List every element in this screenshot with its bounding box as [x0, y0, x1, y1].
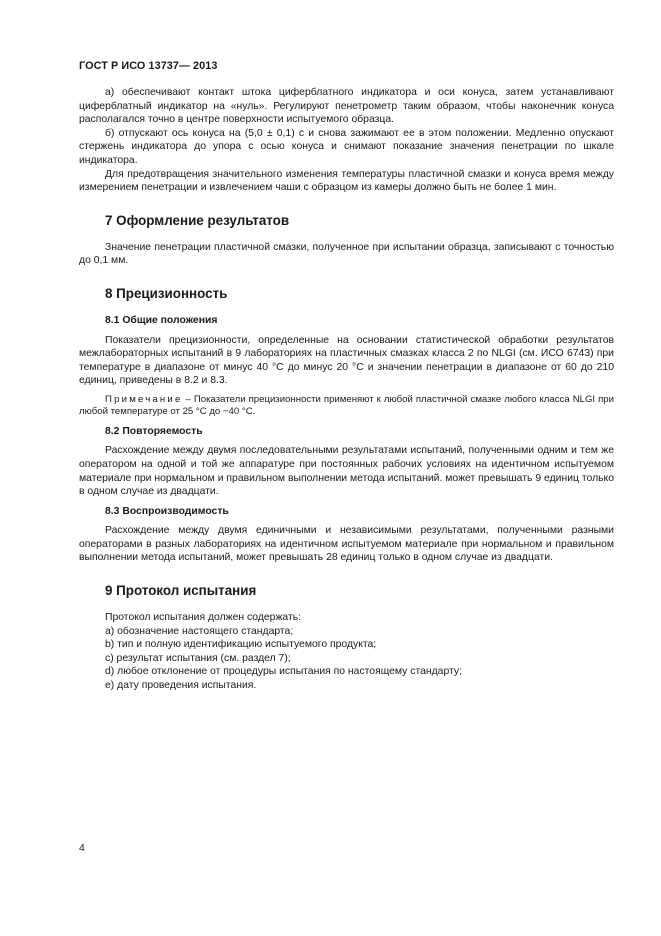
section-7-heading: 7 Оформление результатов — [105, 212, 290, 228]
section-8-3-paragraph: Расхождение между двумя единичными и независимыми результатами, полученными разными операторами в разных лабораториях на идентичном испытуемом материале при нормальном и правильном выполнении метода испытаний, может превышать 28 единиц только в одном случае из двадцати. — [79, 525, 614, 564]
list-item: е) дату проведения испытания. — [105, 680, 257, 692]
section-8-3-heading: 8.3 Воспроизводимость — [105, 505, 229, 517]
section-8-heading: 8 Прецизионность — [105, 285, 228, 301]
note-text: – Показатели прецизионности применяют к любой пластичной смазке любого класса NLGI при любой температуре от 25 °С до −40 °С. — [79, 393, 614, 418]
page-content — [79, 86, 614, 693]
section-8-1-note — [79, 394, 614, 419]
intro-paragraph-a: а) обеспечивают контакт штока циферблатного индикатора и оси конуса, затем устанавливают циферблатный индикатор на «нуль». Регулируют пенетрометр таким образом, чтобы наконечник конуса располагался точно в центре поверхности испытуемого образца. — [79, 87, 614, 126]
page-number: 4 — [79, 843, 85, 854]
intro-paragraph-b: б) отпускают ось конуса на (5,0 ± 0,1) с и снова зажимают ее в этом положении. Медленно опускают стержень индикатора до упора с осью конуса и снимают показание значения пенетрации по шкале индикатора. — [79, 127, 614, 166]
section-8-2-paragraph: Расхождение между двумя последовательными результатами испытаний, полученными одним и тем же оператором на одной и той же аппаратуре при постоянных рабочих условиях на идентичном испытуемом материале при нормальном и правильном выполнении метода испытаний. может превышать 9 единиц только в одном случае из двадцати. — [79, 445, 614, 498]
section-8-1-paragraph: Показатели прецизионности, определенные на основании статистической обработки результатов межлабораторных испытаний в 9 лабораториях на пластичных смазках класса 2 по NLGI (см. ИСО 6743) при температуре в диапазоне от минус 40 °С до минус 20 °С и значении пенетрации в диапазоне от 60 до 210 единиц, приведены в 8.2 и 8.3. — [79, 334, 614, 387]
list-item: а) обозначение настоящего стандарта; — [105, 625, 294, 637]
section-9-heading: 9 Протокол испытания — [105, 583, 257, 599]
section-9-intro: Протокол испытания должен содержать: — [105, 612, 302, 624]
section-8-2-heading: 8.2 Повторяемость — [105, 425, 203, 437]
section-7-paragraph: Значение пенетрации пластичной смазки, полученное при испытании образца, записывают с точностью до 0,1 мм. — [79, 241, 614, 267]
note-label: Примечание — [105, 393, 183, 405]
standard-header: ГОСТ Р ИСО 13737— 2013 — [79, 60, 218, 72]
section-8-1-heading: 8.1 Общие положения — [105, 314, 218, 326]
list-item: d) любое отклонение от процедуры испытания по настоящему стандарту; — [105, 666, 462, 678]
intro-paragraph-c: Для предотвращения значительного изменения температуры пластичной смазки и конуса время между измерением пенетрации и извлечением чаши с образцом из камеры должно быть не более 1 мин. — [79, 168, 614, 194]
list-item: с) результат испытания (см. раздел 7); — [105, 652, 291, 664]
list-item: b) тип и полную идентификацию испытуемого продукта; — [105, 639, 377, 651]
